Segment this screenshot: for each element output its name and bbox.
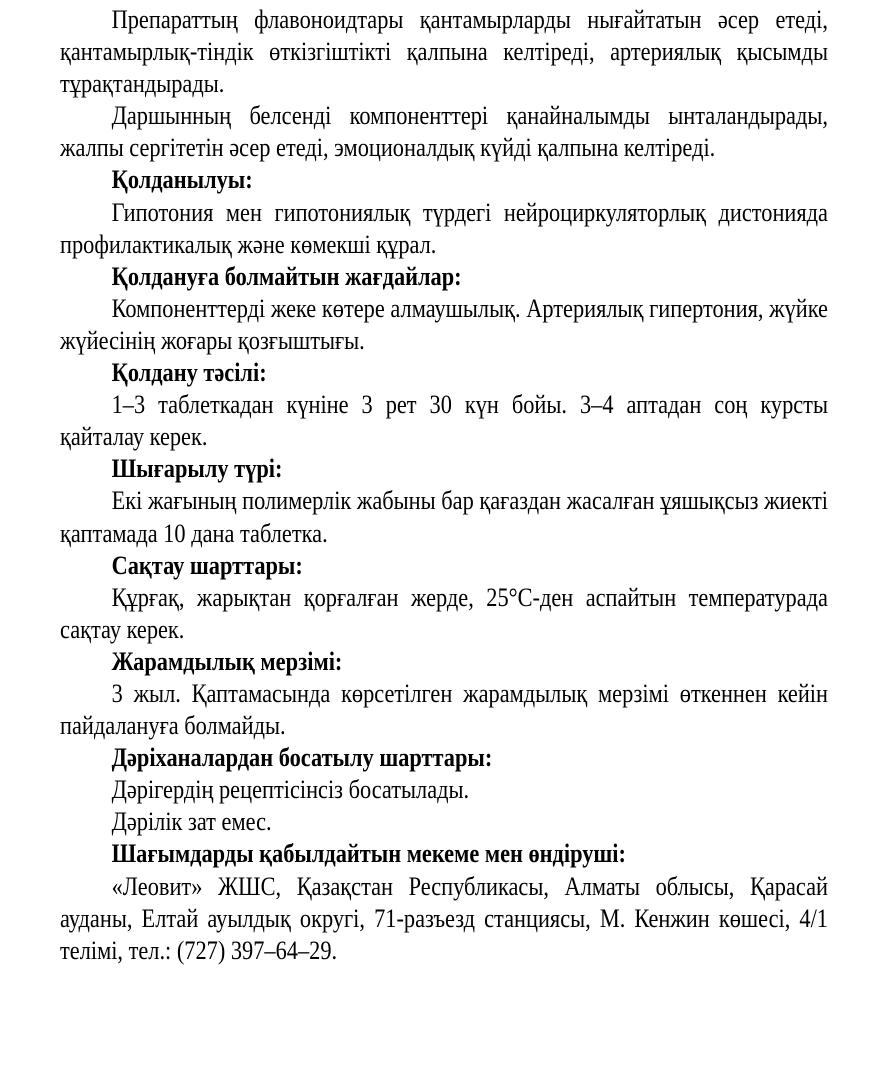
section-heading-storage: Сақтау шарттары: — [111, 550, 303, 580]
section-heading-contraindications: Қолдануға болмайтын жағдайлар: — [111, 261, 462, 291]
section-heading-dispensing: Дәріханалардан босатылу шарттары: — [111, 743, 493, 773]
section-text-manufacturer: «Леовит» ЖШС, Қазақстан Республикасы, Алматы облысы, Қарасай ауданы, Елтай ауылдық округі, 71-разъезд станциясы, М. Кенжин көшесі, 4/1 телімі, тел.: (727) 397–64–29. — [60, 871, 828, 965]
intro-paragraph-flavonoids: Препараттың флавоноидтары қантамырларды нығайтатын әсер етеді, қантамырлық-тіндік өткізгіштікті қалпына келтіреді, артериялық қысымды тұрақтандырады. — [60, 5, 828, 99]
section-text-release-form: Екі жағының полимерлік жабыны бар қағаздан жасалған ұяшықсыз жиекті қаптамада 10 дана таблетка. — [60, 486, 828, 548]
intro-paragraph-cinnamon: Даршынның белсенді компоненттері қанайналымды ынталандырады, жалпы сергітетін әсер етеді, эмоционалдық күйді қалпына келтіреді. — [60, 101, 828, 163]
section-heading-shelf-life: Жарамдылық мерзімі: — [111, 646, 343, 676]
section-text-storage: Құрғақ, жарықтан қорғалған жерде, 25°C-ден аспайтын температурада сақтау керек. — [60, 582, 828, 644]
section-text-indications: Гипотония мен гипотониялық түрдегі нейроциркуляторлық дистонияда профилактикалық және көмекші құрал. — [60, 197, 828, 259]
section-text-shelf-life: 3 жыл. Қаптамасында көрсетілген жарамдылық мерзімі өткеннен кейін пайдалануға болмайды. — [60, 678, 828, 741]
section-text-contraindications: Компоненттерді жеке көтере алмаушылық. Артериялық гипертония, жүйке жүйесінің жоғары қозғыштығы. — [60, 293, 828, 355]
section-heading-manufacturer: Шағымдарды қабылдайтын мекеме мен өндіруші: — [111, 839, 626, 869]
section-text-dispensing-2: Дәрілік зат емес. — [111, 807, 272, 837]
section-heading-release-form: Шығарылу түрі: — [111, 454, 283, 484]
section-text-dosage: 1–3 таблеткадан күніне 3 рет 30 күн бойы. 3–4 аптадан соң курсты қайталау керек. — [60, 390, 828, 452]
section-heading-indications: Қолданылуы: — [111, 165, 253, 195]
document-page — [60, 4, 828, 967]
section-heading-dosage: Қолдану тәсілі: — [111, 358, 267, 388]
section-text-dispensing-1: Дәрігердің рецептісінсіз босатылады. — [111, 775, 470, 805]
